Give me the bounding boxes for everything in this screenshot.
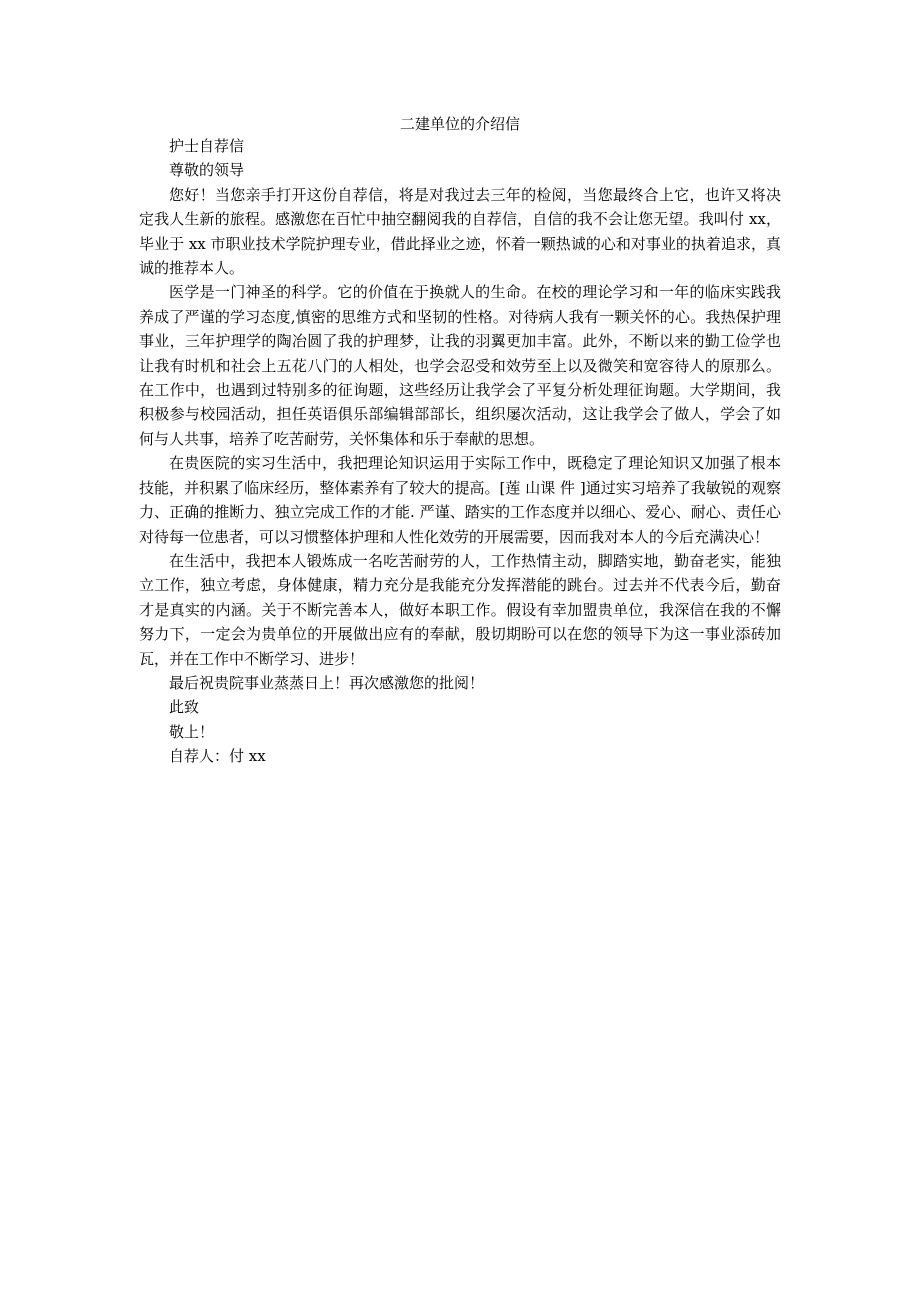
letter-closing-1: 此致 <box>169 698 200 717</box>
letter-paragraph-2: 医学是一门神圣的科学。它的价值在于换就人的生命。在校的理论学习和一年的临床实践我养成了严谨的学习态度,慎密的思维方式和坚韧的性格。对待病人我有一颗关怀的心。我热保护理事业，三年护理学的陶冶圆了我的护理梦，让我的羽翼更加丰富。此外，不断以来的勤工俭学也让我有时机和社会上五花八门的人相处，也学会忍受和效劳至上以及微笑和宽容待人的原那么。在工作中，也遇到过特别多的征询题，这些经历让我学会了平复分析处理征询题。大学期间，我积极参与校园活动，担任英语俱乐部编辑部部长，组织屡次活动，这让我学会了做人，学会了如何与人共事，培养了吃苦耐劳，关怀集体和乐于奉献的思想。 <box>139 283 781 448</box>
letter-paragraph-3: 在贵医院的实习生活中，我把理论知识运用于实际工作中，既稳定了理论知识又加强了根本技能，并积累了临床经历，整体素养有了较大的提高。[莲 山课 件 ]通过实习培养了我敏锐的观察力、正确的推断力、独立完成工作的才能. 严谨、踏实的工作态度并以细心、爱心、耐心、责任心对待每一位患者，可以习惯整体护理和人性化效劳的开展需要，因而我对本人的今后充满决心！ <box>139 454 781 546</box>
letter-subtitle: 护士自荐信 <box>169 137 245 155</box>
document-title: 二建单位的介绍信 <box>399 115 520 133</box>
letter-signature: 自荐人：付 xx <box>169 747 266 766</box>
letter-body <box>139 134 781 769</box>
letter-paragraph-1: 您好！当您亲手打开这份自荐信，将是对我过去三年的检阅，当您最终合上它，也许又将决定我人生新的旅程。感激您在百忙中抽空翻阅我的自荐信，自信的我不会让您无望。我叫付 xx，毕业于 xx 市职业技术学院护理专业，借此择业之迹，怀着一颗热诚的心和对事业的执着追求，真诚的推荐本人。 <box>139 185 781 278</box>
letter-salutation: 尊敬的领导 <box>169 161 245 180</box>
letter-paragraph-4: 在生活中，我把本人锻炼成一名吃苦耐劳的人，工作热情主动，脚踏实地，勤奋老实，能独立工作，独立考虑，身体健康，精力充分是我能充分发挥潜能的跳台。过去并不代表今后，勤奋才是真实的内涵。关于不断完善本人，做好本职工作。假设有幸加盟贵单位，我深信在我的不懈努力下，一定会为贵单位的开展做出应有的奉献，殷切期盼可以在您的领导下为这一事业添砖加瓦，并在工作中不断学习、进步！ <box>139 551 781 668</box>
letter-paragraph-5: 最后祝贵院事业蒸蒸日上！再次感激您的批阅！ <box>169 673 485 692</box>
letter-closing-2: 敬上！ <box>169 722 215 741</box>
